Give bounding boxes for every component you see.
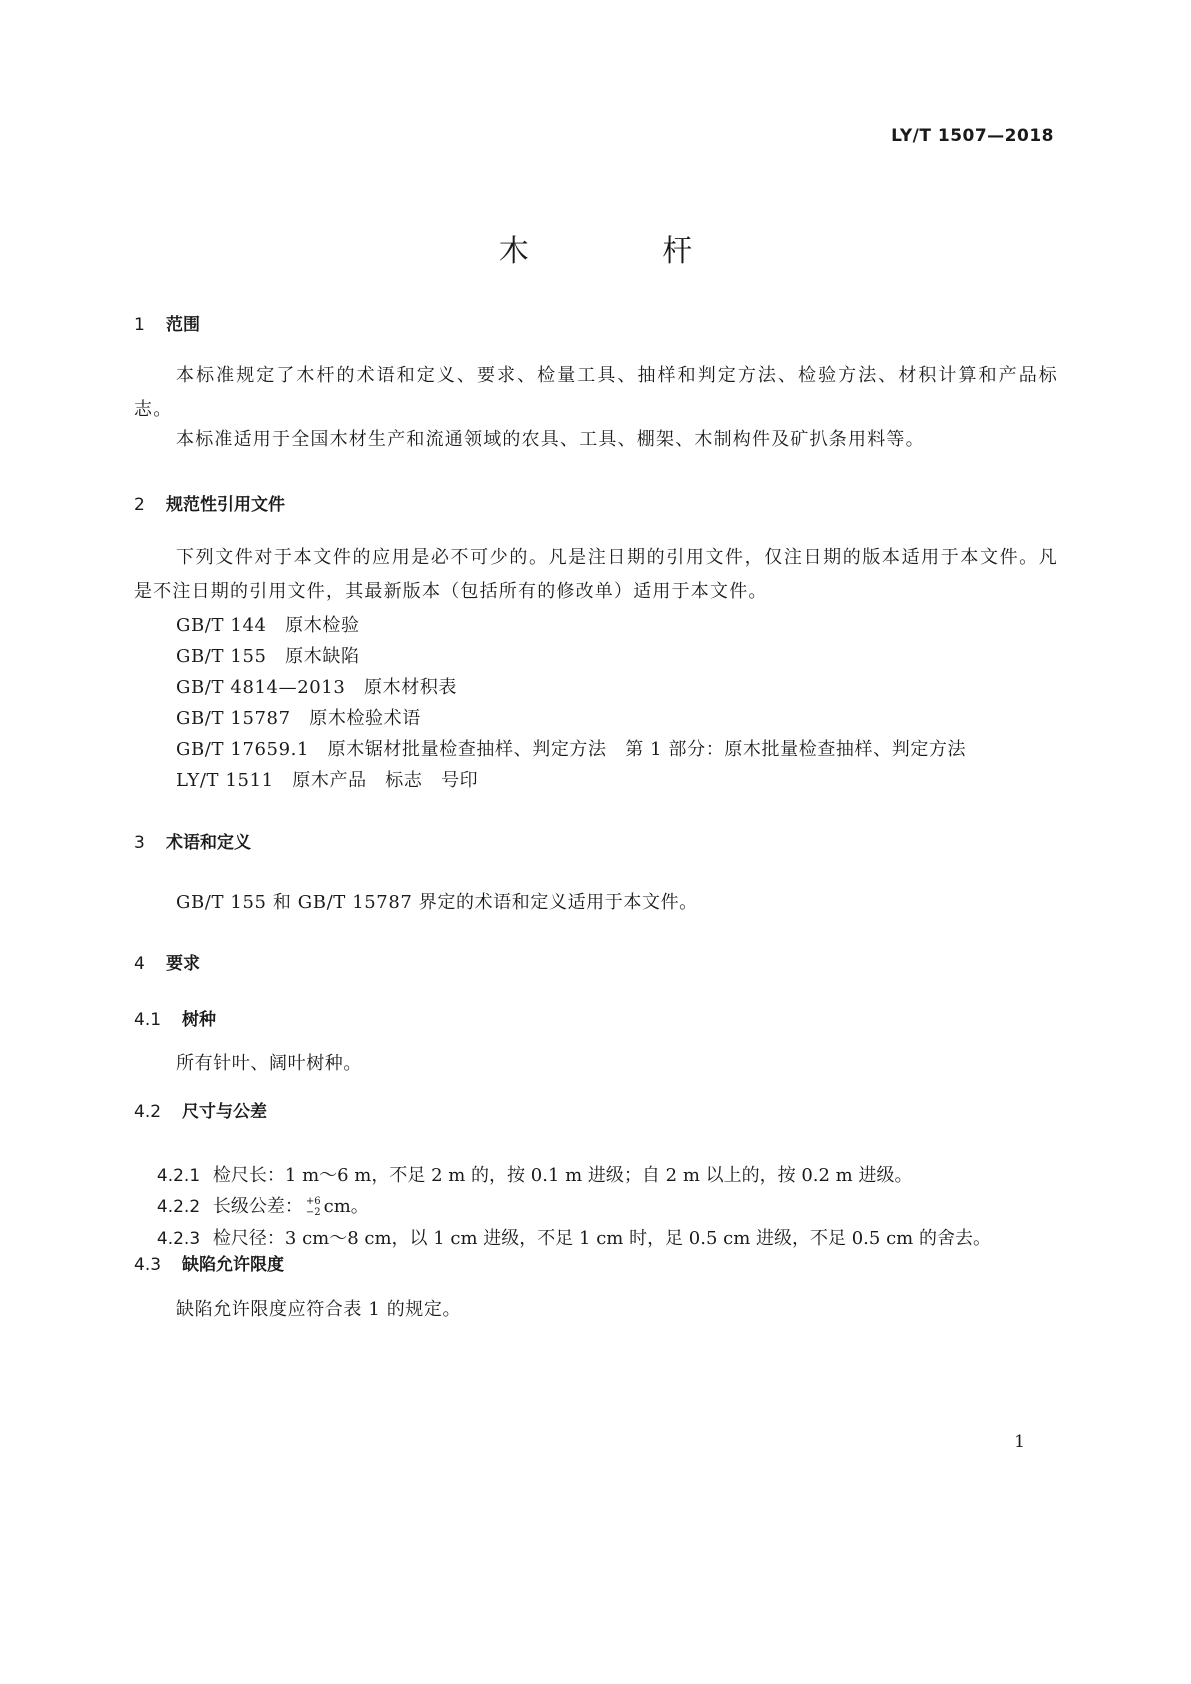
clause-number: 4.2.3 [156,1229,201,1249]
reference-item: LY/T 1511 原木产品 标志 号印 [176,770,479,791]
section-4-3-heading [134,1250,284,1275]
section-title: 范围 [166,315,200,335]
section-4-2-heading [134,1097,267,1122]
clause-text-unit: cm。 [323,1196,369,1217]
section-1-heading [134,310,200,335]
section-title: 缺陷允许限度 [182,1255,284,1275]
tolerance-lower: −2 [305,1207,321,1218]
section-4-1-paragraph: 所有针叶、阔叶树种。 [176,1053,362,1074]
reference-item: GB/T 4814—2013 原木材积表 [176,677,458,698]
section-number: 3 [134,833,145,853]
standard-code: LY/T 1507—2018 [891,126,1054,146]
section-4-1-heading [134,1005,216,1030]
clause-number: 4.2.1 [156,1166,201,1186]
section-2-heading [134,490,285,515]
section-3-heading [134,828,251,853]
clause-text: 检尺长：1 m～6 m，不足 2 m 的，按 0.1 m 进级；自 2 m 以上的，按 0.2 m 进级。 [212,1165,913,1186]
tolerance-upper: +6 [305,1196,321,1207]
clause-number: 4.2.2 [156,1197,201,1217]
section-1-paragraph-1: 本标准规定了木杆的术语和定义、要求、检量工具、抽样和判定方法、检验方法、材积计算和产品标志。 [134,365,1058,420]
section-number: 1 [134,315,145,335]
section-title: 尺寸与公差 [182,1102,267,1122]
section-number: 4.2 [134,1102,162,1122]
section-2-paragraph-1: 下列文件对于本文件的应用是必不可少的。凡是注日期的引用文件，仅注日期的版本适用于本文件。凡是不注日期的引用文件，其最新版本（包括所有的修改单）适用于本文件。 [134,547,1058,602]
section-number: 4 [134,954,145,974]
section-title: 术语和定义 [166,833,251,853]
reference-item: GB/T 155 原木缺陷 [176,646,360,667]
clause-text: 检尺径：3 cm～8 cm，以 1 cm 进级，不足 1 cm 时，足 0.5 cm 进级，不足 0.5 cm 的舍去。 [212,1228,991,1249]
clause-text: 长级公差： [212,1196,303,1217]
reference-item: GB/T 144 原木检验 [176,615,360,636]
section-number: 4.1 [134,1010,162,1030]
reference-item: GB/T 17659.1 原木锯材批量检查抽样、判定方法 第 1 部分：原木批量检查抽样、判定方法 [176,739,967,760]
section-title: 树种 [182,1010,216,1030]
section-number: 2 [134,495,145,515]
section-title: 要求 [166,954,200,974]
reference-item: GB/T 15787 原木检验术语 [176,708,421,729]
section-1-paragraph-2: 本标准适用于全国木材生产和流通领域的农具、工具、棚架、木制构件及矿扒条用料等。 [176,429,925,450]
section-number: 4.3 [134,1255,162,1275]
section-title: 规范性引用文件 [166,495,285,515]
section-4-heading [134,949,200,974]
page-number: 1 [1014,1432,1025,1452]
section-4-3-paragraph: 缺陷允许限度应符合表 1 的规定。 [176,1299,462,1320]
section-3-paragraph-1: GB/T 155 和 GB/T 15787 界定的术语和定义适用于本文件。 [176,892,698,913]
document-title: 木 杆 [498,234,755,269]
